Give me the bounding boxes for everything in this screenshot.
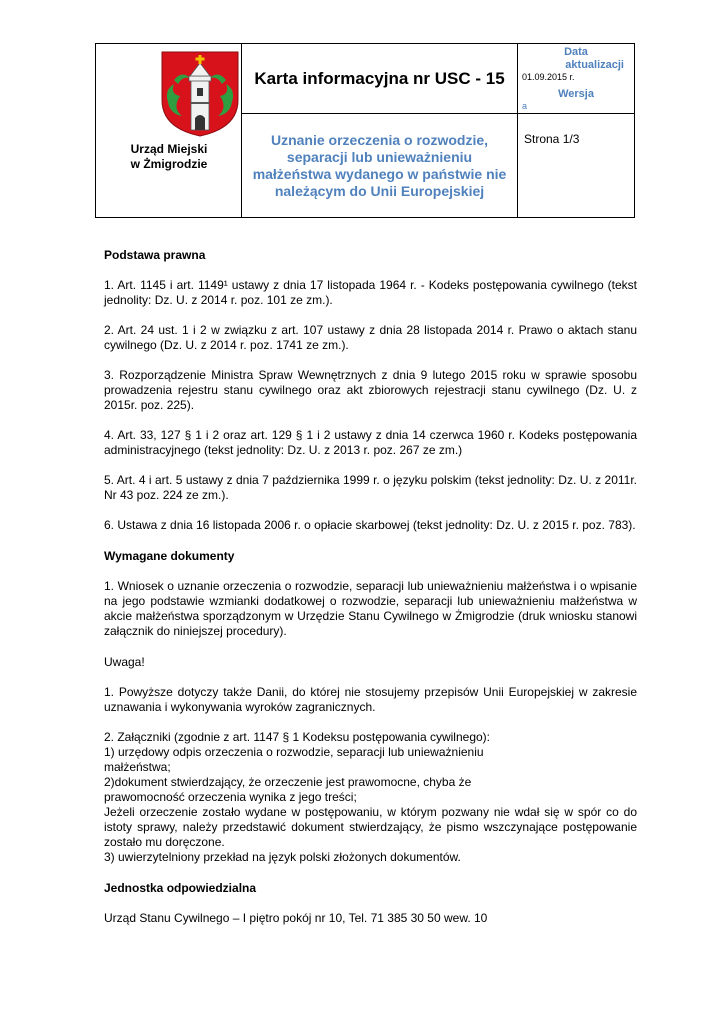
heading-responsible-unit: Jednostka odpowiedzialna [104, 881, 257, 895]
office-name [96, 142, 242, 172]
legal-basis-item-5: 5. Art. 4 i art. 5 ustawy z dnia 7 października 1999 r. o języku polskim (tekst jednolity: Dz. U. z 2011r. Nr 43 poz. 224 ze zm.). [104, 473, 637, 502]
note-label: Uwaga! [104, 655, 145, 669]
responsible-unit: Urząd Stanu Cywilnego – I piętro pokój nr 10, Tel. 71 385 30 50 wew. 10 [104, 911, 488, 925]
document-body [104, 248, 637, 926]
office-name-line-2: w Żmigrodzie [130, 157, 208, 171]
required-document-1: 1. Wniosek o uznanie orzeczenia o rozwodzie, separacji lub unieważnieniu małżeństwa i o wpisanie na jego podstawie wzmianki dodatkowej o rozwodzie, separacji lub unieważnieniu małżeństwa w akcie małżeństwa sporządzonym w Urzędzie Stanu Cywilnego w Żmigrodzie (druk wniosku stanowi załącznik do niniejszej procedury). [104, 579, 637, 638]
version-value: a [522, 101, 528, 111]
office-name-line-1: Urząd Miejski [130, 142, 208, 156]
legal-basis-item-6: 6. Ustawa z dnia 16 listopada 2006 r. o opłacie skarbowej (tekst jednolity: Dz. U. z 2015 r. poz. 783). [104, 518, 636, 532]
attachments-line-1: 2. Załączniki (zgodnie z art. 1147 § 1 Kodeksu postępowania cywilnego): [104, 730, 490, 744]
legal-basis-item-1: 1. Art. 1145 i art. 1149¹ ustawy z dnia 17 listopada 1964 r. - Kodeks postępowania cywilnego (tekst jednolity: Dz. U. z 2014 r. poz. 101 ze zm.). [104, 278, 637, 307]
attachments-line-2: 1) urzędowy odpis orzeczenia o rozwodzie, separacji lub unieważnieniu [104, 745, 484, 759]
attachments-line-4: 2)dokument stwierdzający, że orzeczenie jest prawomocne, chyba że [104, 775, 472, 789]
heading-required-documents: Wymagane dokumenty [104, 549, 235, 563]
legal-basis-item-3: 3. Rozporządzenie Ministra Spraw Wewnętrznych z dnia 9 lutego 2015 roku w sprawie sposobu prowadzenia rejestru stanu cywilnego oraz akt zbiorowych rejestracji stanu cywilnego (Dz. U. z 2015r. poz. 225). [104, 368, 637, 412]
note-item-1: 1. Powyższe dotyczy także Danii, do której nie stosujemy przepisów Unii Europejskiej w zakresie uznawania i wykonywania wyroków zagranicznych. [104, 685, 637, 714]
header-table [95, 43, 635, 218]
attachments-line-3: małżeństwa; [104, 760, 171, 774]
heading-legal-basis: Podstawa prawna [104, 248, 206, 262]
version-label: Wersja [558, 88, 594, 100]
update-label-1: Data [564, 46, 588, 58]
document-title: Karta informacyjna nr USC - 15 [242, 44, 518, 114]
attachments-line-5: prawomocność orzeczenia wynika z jego treści; [104, 790, 357, 804]
document-subtitle: Uznanie orzeczenia o rozwodzie, separacji lub unieważnieniu małżeństwa wydanego w państwie nie należącym do Unii Europejskiej [242, 114, 518, 217]
update-date: 01.09.2015 r. [522, 72, 575, 82]
attachments-line-last: 3) uwierzytelniony przekład na język polski złożonych dokumentów. [104, 850, 461, 864]
legal-basis-item-2: 2. Art. 24 ust. 1 i 2 w związku z art. 107 ustawy z dnia 28 listopada 2014 r. Prawo o aktach stanu cywilnego (Dz. U. z 2014 r. poz. 1741 ze zm.). [104, 323, 637, 352]
update-label-2: aktualizacji [565, 59, 624, 71]
update-meta-cell [518, 44, 634, 114]
coat-of-arms-icon [160, 50, 240, 138]
office-cell [96, 44, 242, 217]
legal-basis-item-4: 4. Art. 33, 127 § 1 i 2 oraz art. 129 § 1 i 2 ustawy z dnia 14 czerwca 1960 r. Kodeks postępowania administracyjnego (tekst jednolity: Dz. U. z 2013 r. poz. 267 ze zm.) [104, 428, 637, 457]
page-number: Strona 1/3 [524, 132, 580, 146]
attachments-paragraph: Jeżeli orzeczenie zostało wydane w postępowaniu, w którym pozwany nie wdał się w spór co do istoty sprawy, należy przedstawić dokument stwierdzający, że pismo wszczynające postępowanie zostało mu doręczone. [104, 805, 637, 849]
